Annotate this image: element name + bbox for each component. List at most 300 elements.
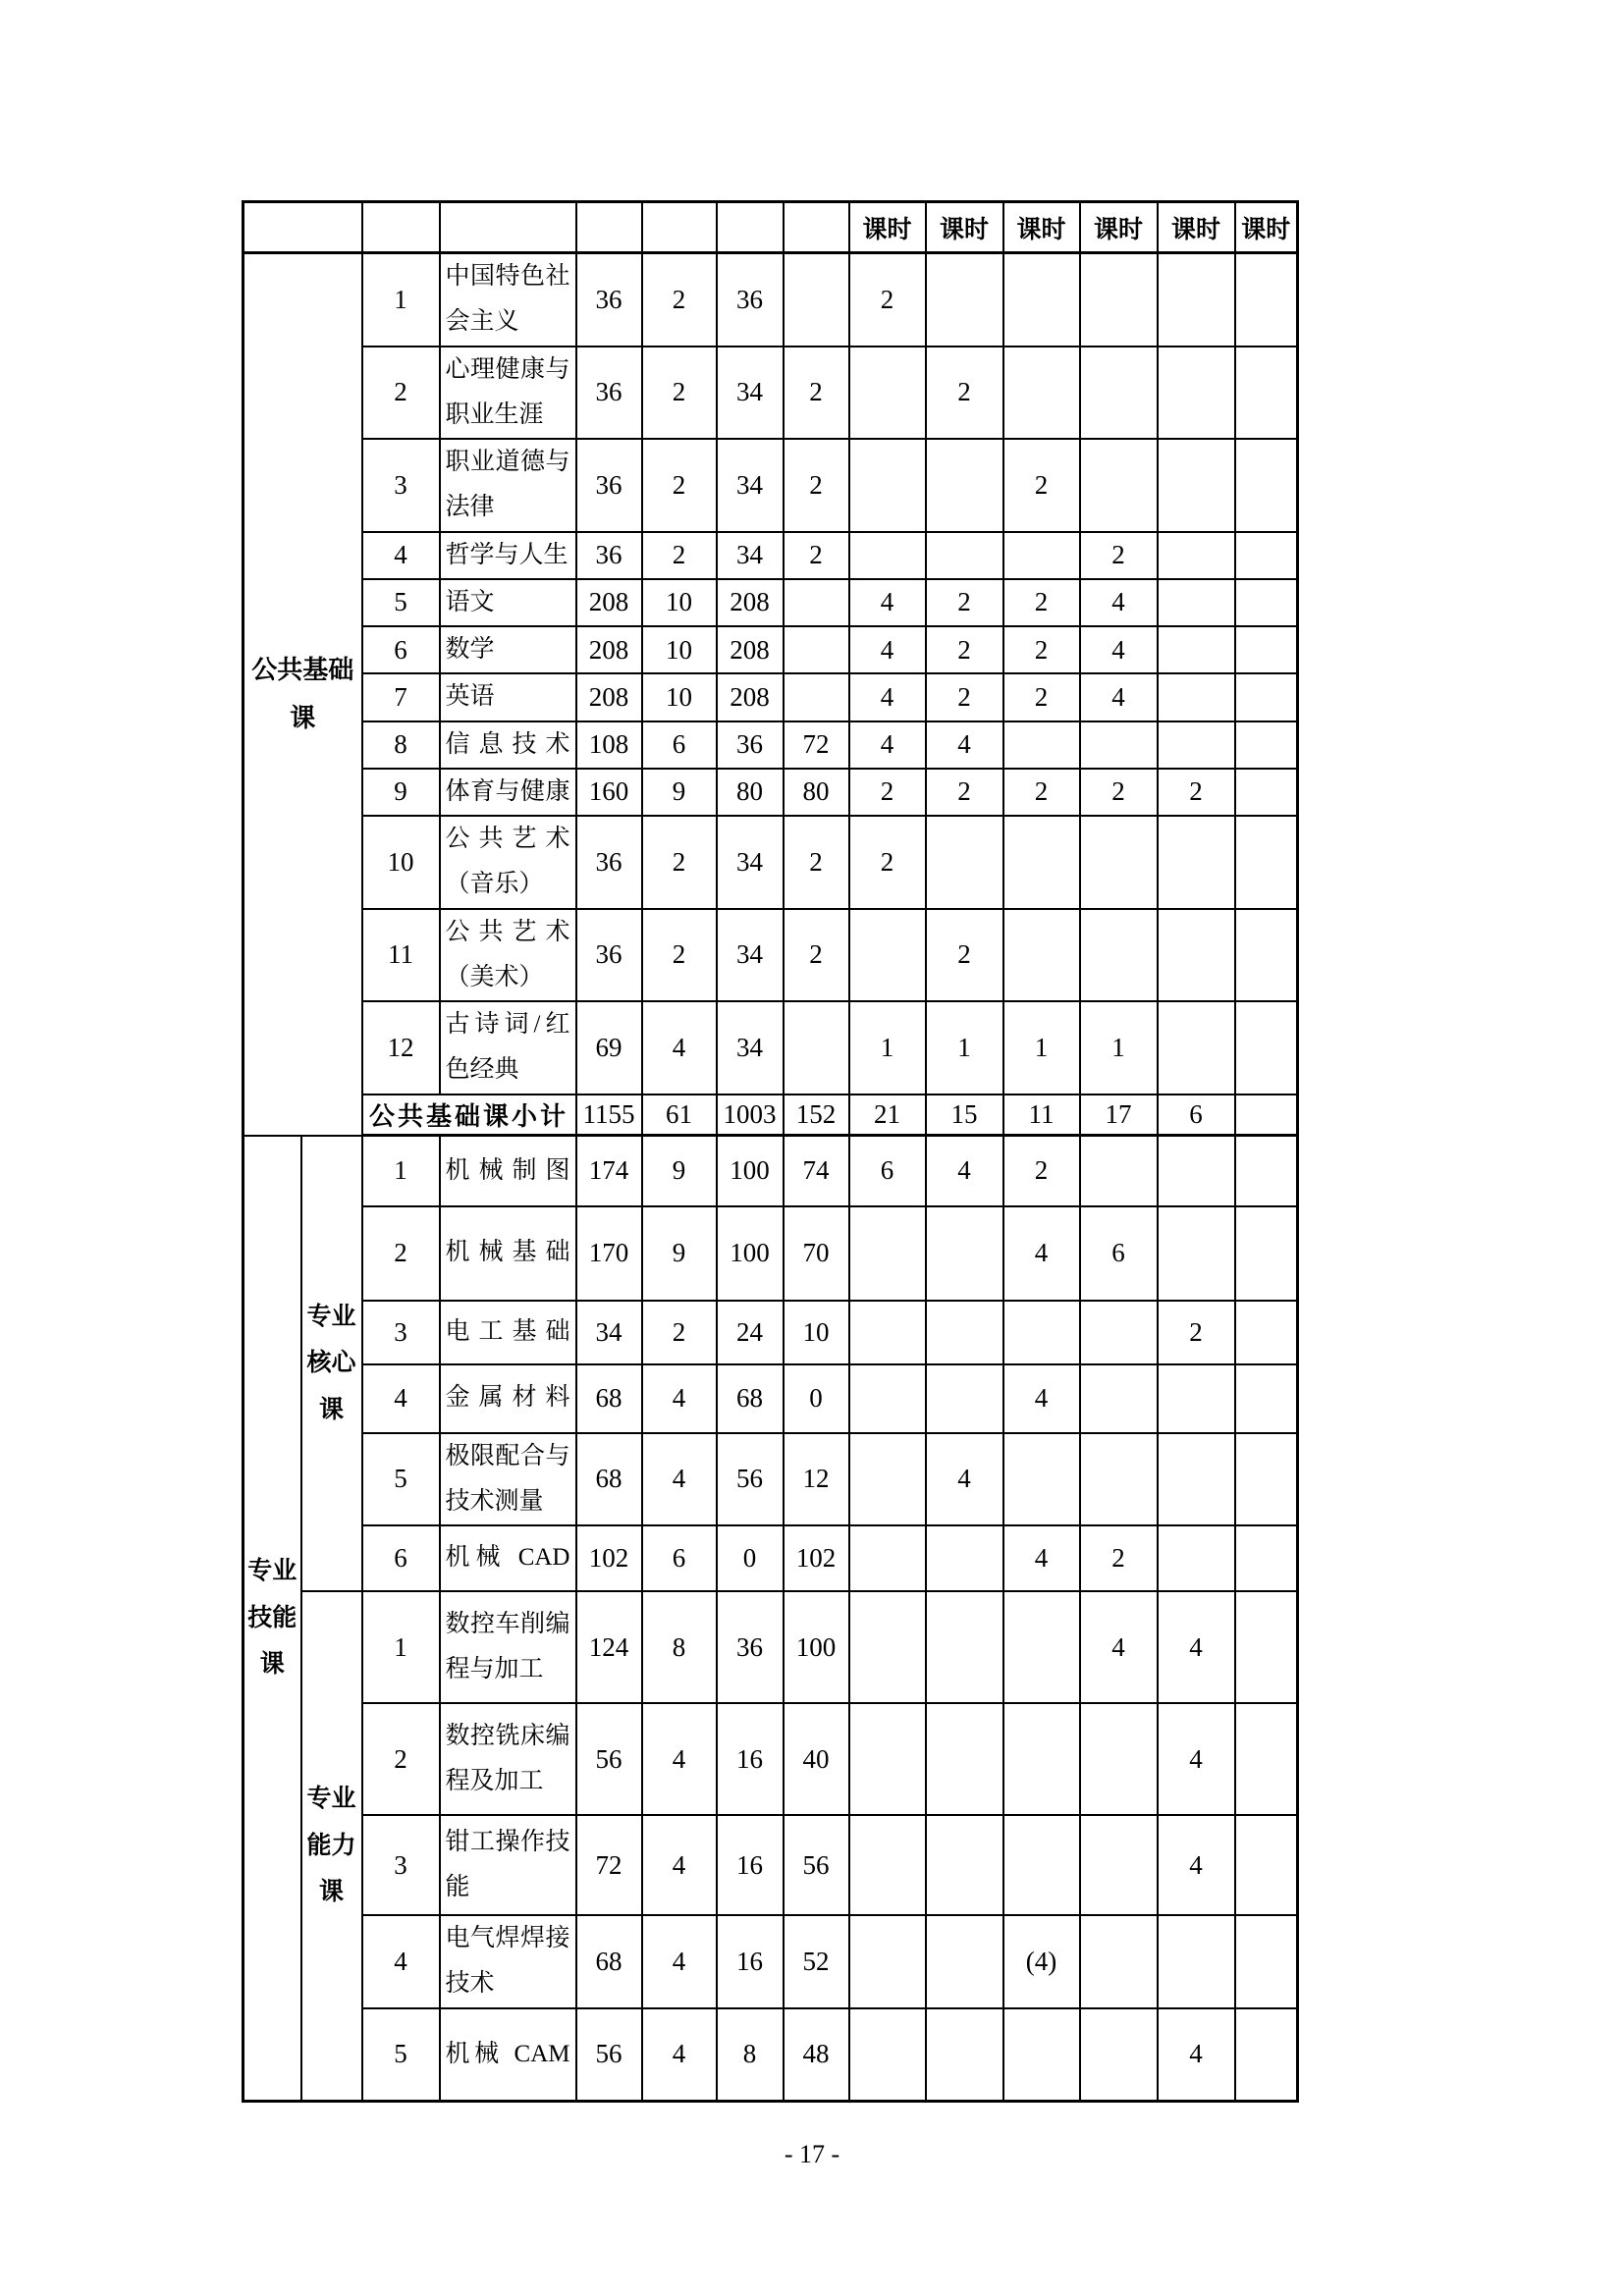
sem2-hours <box>926 1301 1003 1364</box>
sem6-hours <box>1235 1815 1298 1915</box>
course-number: 1 <box>362 1136 440 1206</box>
sem2-hours <box>926 1703 1003 1815</box>
theory-hours: 208 <box>717 673 784 721</box>
sem2-hours <box>926 1915 1003 2008</box>
sem3-hours: 2 <box>1003 1136 1080 1206</box>
sem5-hours <box>1158 579 1235 626</box>
course-row <box>244 347 1298 440</box>
sem5-hours <box>1158 347 1235 440</box>
sem3-hours: 2 <box>1003 439 1080 532</box>
sem1-hours <box>849 1591 926 1703</box>
subtotal-sem3: 11 <box>1003 1095 1080 1136</box>
sem2-hours: 2 <box>926 909 1003 1002</box>
sem6-hours <box>1235 626 1298 673</box>
credits: 4 <box>642 1001 717 1095</box>
sem3-hours <box>1003 1815 1080 1915</box>
course-number: 5 <box>362 1433 440 1526</box>
subtotal-sem5: 6 <box>1158 1095 1235 1136</box>
sem5-hours: 2 <box>1158 1301 1235 1364</box>
sem1-hours <box>849 1815 926 1915</box>
sem5-hours <box>1158 816 1235 909</box>
credits: 9 <box>642 1136 717 1206</box>
sem6-hours <box>1235 347 1298 440</box>
total-hours: 108 <box>576 721 642 769</box>
credits: 4 <box>642 1364 717 1433</box>
course-name: 金属材料 <box>440 1364 576 1433</box>
total-hours: 68 <box>576 1433 642 1526</box>
sem2-hours <box>926 1525 1003 1591</box>
sem1-hours: 2 <box>849 253 926 347</box>
sem5-hours <box>1158 1364 1235 1433</box>
sem3-hours <box>1003 253 1080 347</box>
header-hours-sem3: 课时 <box>1003 202 1080 253</box>
sem2-hours: 4 <box>926 721 1003 769</box>
theory-hours: 56 <box>717 1433 784 1526</box>
course-row <box>244 1136 1298 1206</box>
course-number: 2 <box>362 1703 440 1815</box>
sem2-hours: 2 <box>926 626 1003 673</box>
sem6-hours <box>1235 1364 1298 1433</box>
sem5-hours: 4 <box>1158 1703 1235 1815</box>
sem3-hours: 2 <box>1003 579 1080 626</box>
credits: 2 <box>642 347 717 440</box>
header-hours-sem2: 课时 <box>926 202 1003 253</box>
course-row <box>244 1433 1298 1526</box>
sem6-hours <box>1235 1915 1298 2008</box>
credits: 2 <box>642 1301 717 1364</box>
sem2-hours <box>926 1815 1003 1915</box>
practice-hours: 80 <box>784 769 849 816</box>
subtotal-sem6 <box>1235 1095 1298 1136</box>
course-row <box>244 1591 1298 1703</box>
sem4-hours <box>1080 1301 1158 1364</box>
sem5-hours: 4 <box>1158 1815 1235 1915</box>
practice-hours: 48 <box>784 2008 849 2102</box>
subtotal-sem2: 15 <box>926 1095 1003 1136</box>
course-row <box>244 1525 1298 1591</box>
practice-hours <box>784 673 849 721</box>
course-row <box>244 909 1298 1002</box>
course-number: 12 <box>362 1001 440 1095</box>
theory-hours: 8 <box>717 2008 784 2102</box>
sem3-hours: 4 <box>1003 1525 1080 1591</box>
credits: 2 <box>642 439 717 532</box>
sem5-hours <box>1158 1001 1235 1095</box>
course-name: 职业道德与法律 <box>440 439 576 532</box>
sem4-hours <box>1080 253 1158 347</box>
sem6-hours <box>1235 909 1298 1002</box>
sem1-hours: 2 <box>849 769 926 816</box>
header-empty-cell <box>362 202 440 253</box>
sem1-hours: 4 <box>849 673 926 721</box>
sem6-hours <box>1235 1136 1298 1206</box>
total-hours: 174 <box>576 1136 642 1206</box>
practice-hours <box>784 626 849 673</box>
course-name: 数控车削编程与加工 <box>440 1591 576 1703</box>
sem1-hours <box>849 2008 926 2102</box>
subtotal-total-hours: 1155 <box>576 1095 642 1136</box>
practice-hours: 56 <box>784 1815 849 1915</box>
sem3-hours <box>1003 2008 1080 2102</box>
sem1-hours <box>849 1703 926 1815</box>
total-hours: 170 <box>576 1206 642 1301</box>
sem5-hours: 2 <box>1158 769 1235 816</box>
sem6-hours <box>1235 1301 1298 1364</box>
course-name: 数控铣床编程及加工 <box>440 1703 576 1815</box>
sem2-hours: 2 <box>926 673 1003 721</box>
header-empty-cell <box>717 202 784 253</box>
sem3-hours: 1 <box>1003 1001 1080 1095</box>
theory-hours: 36 <box>717 1591 784 1703</box>
subtotal-label: 公共基础课小计 <box>362 1095 576 1136</box>
credits: 4 <box>642 1815 717 1915</box>
course-name: 体育与健康 <box>440 769 576 816</box>
total-hours: 36 <box>576 253 642 347</box>
course-name: 英语 <box>440 673 576 721</box>
subtotal-sem4: 17 <box>1080 1095 1158 1136</box>
credits: 9 <box>642 769 717 816</box>
practice-hours: 40 <box>784 1703 849 1815</box>
credits: 10 <box>642 673 717 721</box>
sem2-hours <box>926 1364 1003 1433</box>
sem4-hours: 2 <box>1080 1525 1158 1591</box>
course-row <box>244 532 1298 579</box>
sem6-hours <box>1235 2008 1298 2102</box>
course-number: 5 <box>362 2008 440 2102</box>
credits: 6 <box>642 721 717 769</box>
credits: 2 <box>642 909 717 1002</box>
sem6-hours <box>1235 673 1298 721</box>
sem5-hours <box>1158 439 1235 532</box>
sem3-hours <box>1003 1301 1080 1364</box>
sem4-hours <box>1080 347 1158 440</box>
theory-hours: 34 <box>717 532 784 579</box>
total-hours: 208 <box>576 673 642 721</box>
sem5-hours: 4 <box>1158 2008 1235 2102</box>
practice-hours: 52 <box>784 1915 849 2008</box>
total-hours: 68 <box>576 1364 642 1433</box>
sem6-hours <box>1235 721 1298 769</box>
subtotal-practice-hours: 152 <box>784 1095 849 1136</box>
total-hours: 208 <box>576 626 642 673</box>
course-number: 4 <box>362 1915 440 2008</box>
sem5-hours <box>1158 721 1235 769</box>
sem5-hours <box>1158 626 1235 673</box>
sem5-hours <box>1158 532 1235 579</box>
course-name: 公共艺术（美术） <box>440 909 576 1002</box>
total-hours: 68 <box>576 1915 642 2008</box>
header-empty-cell <box>784 202 849 253</box>
sem3-hours <box>1003 1591 1080 1703</box>
subtotal-row <box>244 1095 1298 1136</box>
subtotal-sem1: 21 <box>849 1095 926 1136</box>
course-number: 6 <box>362 1525 440 1591</box>
course-row <box>244 1915 1298 2008</box>
sem1-hours <box>849 1525 926 1591</box>
theory-hours: 34 <box>717 909 784 1002</box>
practice-hours <box>784 253 849 347</box>
sem5-hours <box>1158 1136 1235 1206</box>
sem3-hours <box>1003 347 1080 440</box>
sem6-hours <box>1235 1433 1298 1526</box>
course-number: 9 <box>362 769 440 816</box>
sem4-hours <box>1080 1815 1158 1915</box>
course-row <box>244 439 1298 532</box>
course-name: 中国特色社会主义 <box>440 253 576 347</box>
total-hours: 102 <box>576 1525 642 1591</box>
course-name: 信息技术 <box>440 721 576 769</box>
sem1-hours <box>849 909 926 1002</box>
sem4-hours <box>1080 1136 1158 1206</box>
course-number: 8 <box>362 721 440 769</box>
sem2-hours: 4 <box>926 1136 1003 1206</box>
course-name: 钳工操作技能 <box>440 1815 576 1915</box>
category-public-basic: 公共基础课 <box>244 253 362 1136</box>
practice-hours: 100 <box>784 1591 849 1703</box>
sem1-hours <box>849 1206 926 1301</box>
credits: 8 <box>642 1591 717 1703</box>
course-name: 数学 <box>440 626 576 673</box>
course-row <box>244 1301 1298 1364</box>
course-row <box>244 1001 1298 1095</box>
credits: 4 <box>642 1433 717 1526</box>
course-row <box>244 673 1298 721</box>
practice-hours: 2 <box>784 816 849 909</box>
sem2-hours: 2 <box>926 579 1003 626</box>
sem1-hours: 4 <box>849 721 926 769</box>
total-hours: 56 <box>576 1703 642 1815</box>
sem2-hours <box>926 1591 1003 1703</box>
sem3-hours <box>1003 909 1080 1002</box>
sem1-hours <box>849 347 926 440</box>
sem2-hours <box>926 816 1003 909</box>
course-name: 极限配合与技术测量 <box>440 1433 576 1526</box>
course-row <box>244 1364 1298 1433</box>
category-professional-skill: 专业技能课 <box>244 1136 301 2102</box>
header-hours-sem5: 课时 <box>1158 202 1235 253</box>
credits: 2 <box>642 253 717 347</box>
sem2-hours: 1 <box>926 1001 1003 1095</box>
sem6-hours <box>1235 1206 1298 1301</box>
theory-hours: 80 <box>717 769 784 816</box>
theory-hours: 208 <box>717 626 784 673</box>
sem2-hours <box>926 1206 1003 1301</box>
theory-hours: 100 <box>717 1136 784 1206</box>
sem3-hours <box>1003 532 1080 579</box>
sem3-hours <box>1003 721 1080 769</box>
sem5-hours <box>1158 909 1235 1002</box>
header-hours-sem4: 课时 <box>1080 202 1158 253</box>
subcategory-professional-ability: 专业能力课 <box>301 1591 362 2102</box>
practice-hours: 72 <box>784 721 849 769</box>
sem1-hours: 2 <box>849 816 926 909</box>
theory-hours: 34 <box>717 347 784 440</box>
header-hours-sem6: 课时 <box>1235 202 1298 253</box>
course-number: 7 <box>362 673 440 721</box>
sem3-hours: 4 <box>1003 1206 1080 1301</box>
practice-hours: 2 <box>784 439 849 532</box>
sem4-hours <box>1080 439 1158 532</box>
subtotal-credits: 61 <box>642 1095 717 1136</box>
course-name: 机械 CAM <box>440 2008 576 2102</box>
course-row <box>244 2008 1298 2102</box>
practice-hours: 102 <box>784 1525 849 1591</box>
practice-hours: 74 <box>784 1136 849 1206</box>
theory-hours: 0 <box>717 1525 784 1591</box>
sem1-hours <box>849 1301 926 1364</box>
page-number: - 17 - <box>784 2140 840 2168</box>
course-row <box>244 626 1298 673</box>
course-number: 4 <box>362 532 440 579</box>
credits: 6 <box>642 1525 717 1591</box>
sem3-hours <box>1003 816 1080 909</box>
course-row <box>244 253 1298 347</box>
credits: 2 <box>642 816 717 909</box>
practice-hours: 2 <box>784 532 849 579</box>
sem6-hours <box>1235 769 1298 816</box>
course-number: 3 <box>362 1815 440 1915</box>
course-row <box>244 816 1298 909</box>
sem6-hours <box>1235 816 1298 909</box>
total-hours: 34 <box>576 1301 642 1364</box>
course-number: 10 <box>362 816 440 909</box>
practice-hours: 10 <box>784 1301 849 1364</box>
sem1-hours: 1 <box>849 1001 926 1095</box>
theory-hours: 34 <box>717 1001 784 1095</box>
sem1-hours <box>849 439 926 532</box>
credits: 10 <box>642 626 717 673</box>
total-hours: 208 <box>576 579 642 626</box>
header-empty-cell <box>642 202 717 253</box>
sem2-hours: 2 <box>926 769 1003 816</box>
theory-hours: 100 <box>717 1206 784 1301</box>
course-name: 心理健康与职业生涯 <box>440 347 576 440</box>
course-name: 哲学与人生 <box>440 532 576 579</box>
sem5-hours: 4 <box>1158 1591 1235 1703</box>
course-row <box>244 1206 1298 1301</box>
practice-hours: 12 <box>784 1433 849 1526</box>
sem1-hours <box>849 532 926 579</box>
course-row <box>244 1815 1298 1915</box>
sem3-hours <box>1003 1433 1080 1526</box>
practice-hours: 70 <box>784 1206 849 1301</box>
theory-hours: 36 <box>717 721 784 769</box>
subcategory-professional-core: 专业核心课 <box>301 1136 362 1592</box>
theory-hours: 34 <box>717 816 784 909</box>
sem4-hours <box>1080 1433 1158 1526</box>
course-name: 语文 <box>440 579 576 626</box>
practice-hours <box>784 579 849 626</box>
total-hours: 56 <box>576 2008 642 2102</box>
sem3-hours: 2 <box>1003 673 1080 721</box>
sem4-hours <box>1080 2008 1158 2102</box>
sem2-hours: 2 <box>926 347 1003 440</box>
practice-hours: 0 <box>784 1364 849 1433</box>
total-hours: 36 <box>576 439 642 532</box>
sem3-hours: 2 <box>1003 769 1080 816</box>
course-number: 2 <box>362 347 440 440</box>
sem5-hours <box>1158 253 1235 347</box>
theory-hours: 16 <box>717 1703 784 1815</box>
theory-hours: 34 <box>717 439 784 532</box>
sem3-hours <box>1003 1703 1080 1815</box>
course-name: 机械基础 <box>440 1206 576 1301</box>
sem2-hours <box>926 253 1003 347</box>
sem1-hours: 6 <box>849 1136 926 1206</box>
course-row <box>244 1703 1298 1815</box>
sem5-hours <box>1158 1433 1235 1526</box>
sem4-hours: 6 <box>1080 1206 1158 1301</box>
theory-hours: 16 <box>717 1915 784 2008</box>
sem1-hours: 4 <box>849 626 926 673</box>
total-hours: 160 <box>576 769 642 816</box>
theory-hours: 36 <box>717 253 784 347</box>
course-number: 1 <box>362 1591 440 1703</box>
total-hours: 72 <box>576 1815 642 1915</box>
sem6-hours <box>1235 1525 1298 1591</box>
sem4-hours <box>1080 816 1158 909</box>
total-hours: 36 <box>576 532 642 579</box>
sem4-hours: 4 <box>1080 1591 1158 1703</box>
theory-hours: 68 <box>717 1364 784 1433</box>
credits: 4 <box>642 1703 717 1815</box>
sem1-hours: 4 <box>849 579 926 626</box>
header-empty-cell <box>576 202 642 253</box>
sem4-hours: 2 <box>1080 769 1158 816</box>
sem5-hours <box>1158 1525 1235 1591</box>
course-row <box>244 769 1298 816</box>
credits: 9 <box>642 1206 717 1301</box>
credits: 4 <box>642 2008 717 2102</box>
subtotal-theory-hours: 1003 <box>717 1095 784 1136</box>
course-name: 机械 CAD <box>440 1525 576 1591</box>
sem2-hours <box>926 439 1003 532</box>
course-name: 古诗词/红色经典 <box>440 1001 576 1095</box>
course-name: 机械制图 <box>440 1136 576 1206</box>
sem1-hours <box>849 1364 926 1433</box>
curriculum-table <box>242 200 1299 2103</box>
sem3-hours: (4) <box>1003 1915 1080 2008</box>
sem6-hours <box>1235 253 1298 347</box>
sem6-hours <box>1235 1591 1298 1703</box>
header-hours-sem1: 课时 <box>849 202 926 253</box>
sem2-hours <box>926 532 1003 579</box>
sem6-hours <box>1235 439 1298 532</box>
table-header-row <box>244 202 1298 253</box>
course-number: 6 <box>362 626 440 673</box>
header-empty-cell <box>244 202 362 253</box>
theory-hours: 16 <box>717 1815 784 1915</box>
sem5-hours <box>1158 1915 1235 2008</box>
sem1-hours <box>849 1915 926 2008</box>
sem4-hours <box>1080 1915 1158 2008</box>
sem4-hours <box>1080 721 1158 769</box>
course-number: 3 <box>362 439 440 532</box>
sem4-hours: 2 <box>1080 532 1158 579</box>
theory-hours: 208 <box>717 579 784 626</box>
course-name: 电气焊焊接技术 <box>440 1915 576 2008</box>
sem5-hours <box>1158 673 1235 721</box>
course-name: 电工基础 <box>440 1301 576 1364</box>
sem6-hours <box>1235 1001 1298 1095</box>
total-hours: 36 <box>576 347 642 440</box>
sem4-hours <box>1080 1364 1158 1433</box>
sem2-hours: 4 <box>926 1433 1003 1526</box>
practice-hours: 2 <box>784 909 849 1002</box>
sem4-hours: 1 <box>1080 1001 1158 1095</box>
credits: 2 <box>642 532 717 579</box>
course-number: 2 <box>362 1206 440 1301</box>
